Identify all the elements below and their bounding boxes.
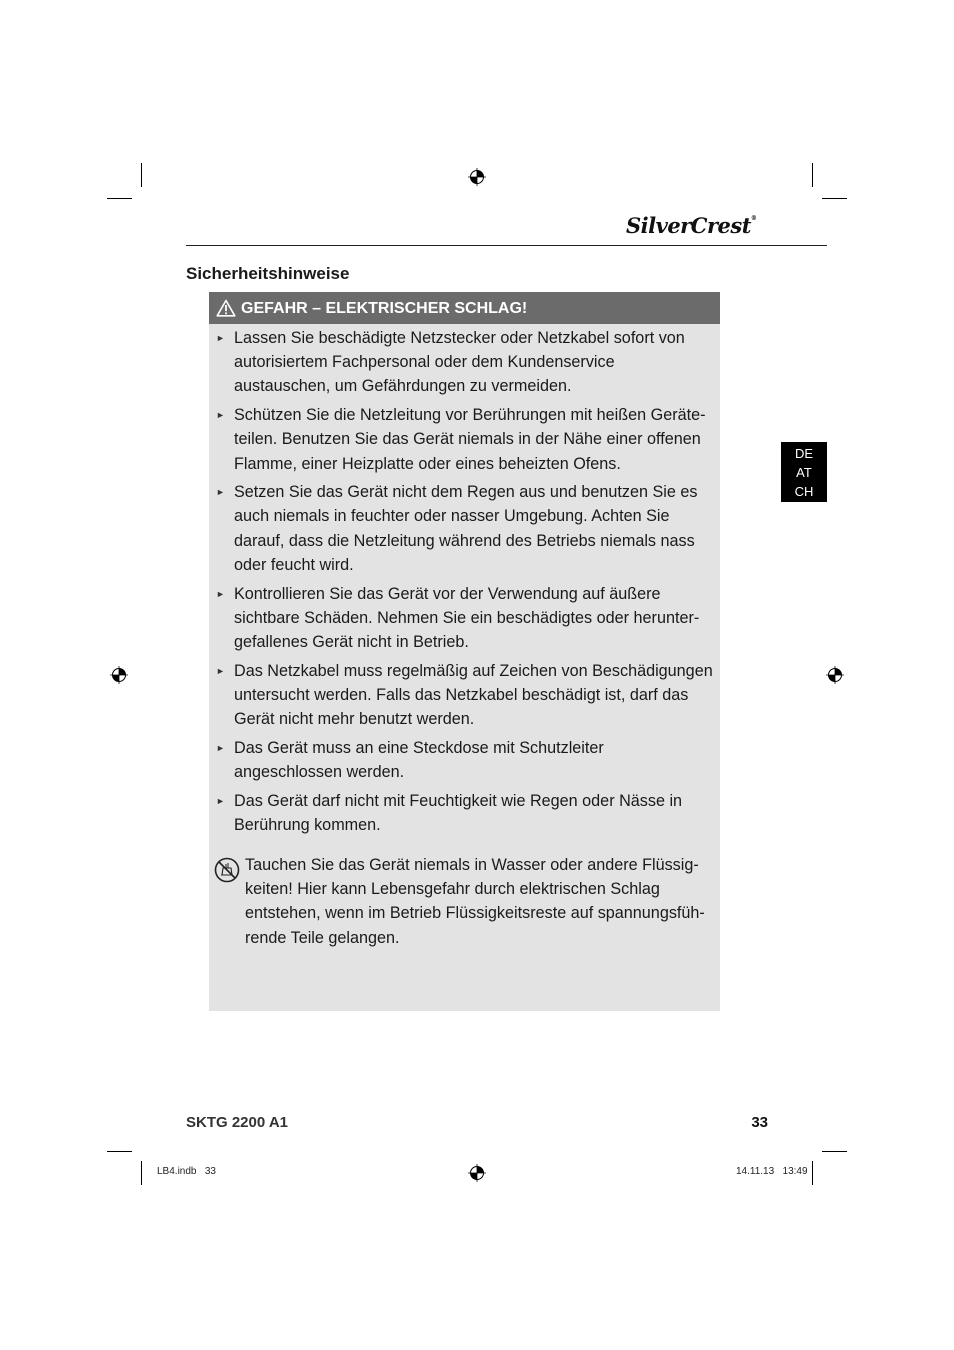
page-number: 33 <box>751 1114 768 1131</box>
registration-mark-icon <box>468 1164 486 1182</box>
header-rule <box>186 245 827 246</box>
bullet-arrow-icon: ► <box>216 795 225 806</box>
bullet-arrow-icon: ► <box>216 487 225 498</box>
bullet-arrow-icon: ► <box>216 333 225 343</box>
bullet-arrow-icon: ► <box>216 665 225 676</box>
list-item: ► Das Netzkabel muss regelmäßig auf Zeichen von Beschädigungen untersucht werden. Falls das Netzkabel beschädigt ist, darf das Gerät nicht mehr benutzt werden. <box>209 659 720 732</box>
slug-date: 14.11.13 13:49 <box>736 1166 808 1177</box>
list-item: ► Das Gerät darf nicht mit Feuchtigkeit wie Regen oder Nässe in Berührung kommen. <box>209 789 720 837</box>
warning-box <box>209 292 720 1011</box>
warning-header <box>209 292 720 324</box>
registration-mark-icon <box>468 168 486 186</box>
crop-mark-bottom-left-h <box>107 1151 132 1152</box>
footer-model: SKTG 2200 A1 <box>186 1114 288 1131</box>
no-immersion-icon <box>214 857 240 883</box>
list-item: ► Kontrollieren Sie das Gerät vor der Verwendung auf äußere sichtbare Schäden. Nehmen Sie ein beschädigtes oder heruntergefallenes Gerät nicht in Betrieb. <box>209 582 720 655</box>
crop-mark-bottom-right <box>812 1161 813 1185</box>
warning-triangle-icon <box>216 299 236 317</box>
immersion-note: Tauchen Sie das Gerät niemals in Wasser oder andere Flüssigkeiten! Hier kann Lebensgefahr durch elektrischen Schlag entstehen, wenn im Betrieb Flüssigkeitsreste auf spannungsführende Teile gelangen. <box>245 856 705 947</box>
slug-file: LB4.indb 33 <box>157 1166 216 1177</box>
registration-mark-icon <box>110 666 128 684</box>
list-item: ► Setzen Sie das Gerät nicht dem Regen aus und benutzen Sie es auch niemals in feuchter oder nasser Umgebung. Achten Sie darauf, dass die Netzleitung während des Betriebs niemals nass oder feucht wird. <box>209 480 720 577</box>
list-item: ► Schützen Sie die Netzleitung vor Berührungen mit heißen Geräteteilen. Benutzen Sie das Gerät niemals in der Nähe einer offenen Flamme, einer Heizplatte oder eines beheizten Ofens. <box>209 403 720 476</box>
crop-mark-bottom-right-h <box>822 1151 847 1152</box>
language-tab <box>781 442 827 502</box>
bullet-arrow-icon: ► <box>216 742 225 753</box>
language-code: CH <box>794 484 814 499</box>
crop-mark-top-right-h <box>822 198 847 199</box>
crop-mark-top-right <box>812 163 813 187</box>
language-code: DE <box>794 446 814 461</box>
bullet-arrow-icon: ► <box>216 588 225 599</box>
warning-title: GEFAHR – ELEKTRISCHER SCHLAG! <box>241 300 528 317</box>
warning-list <box>209 326 720 842</box>
section-title: Sicherheitshinweise <box>186 264 350 283</box>
crop-mark-bottom-left <box>141 1161 142 1185</box>
list-item: ► Das Gerät muss an eine Steckdose mit Schutzleiter angeschlossen werden. <box>209 736 720 784</box>
crop-mark-top-left-h <box>107 198 132 199</box>
list-item: ► Lassen Sie beschädigte Netzstecker oder Netzkabel sofort von autorisiertem Fachpersonal oder dem Kundenservice austauschen, um Gefährdungen zu vermeiden. <box>209 326 720 399</box>
brand-logo: SilverCrest® <box>626 213 757 238</box>
registration-mark-icon <box>826 666 844 684</box>
crop-mark-top-left <box>141 163 142 187</box>
language-code: AT <box>796 465 812 480</box>
bullet-arrow-icon: ► <box>216 410 225 421</box>
